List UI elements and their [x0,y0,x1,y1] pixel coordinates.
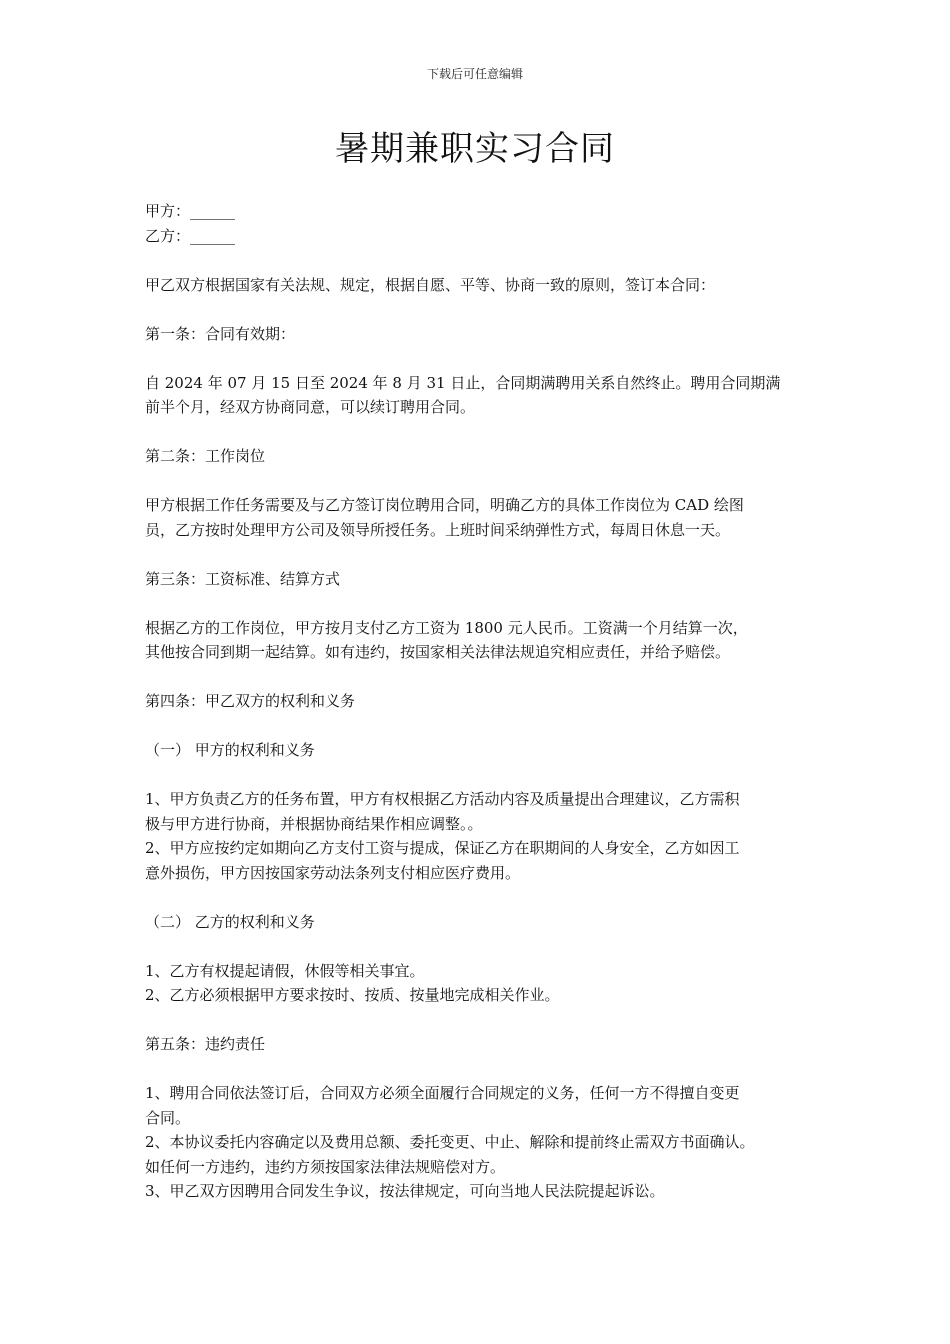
article2-line: 员，乙方按时处理甲方公司及领导所授任务。上班时间采纳弹性方式，每周日休息一天。 [145,520,731,539]
article5-line: 如任何一方违约，违约方须按国家法律法规赔偿对方。 [145,1157,506,1176]
header-note: 下载后可任意编辑 [426,67,523,81]
article3-line: 其他按合同到期一起结算。如有违约，按国家相关法律法规追究相应责任，并给予赔偿。 [145,643,731,661]
document-body [145,199,817,1204]
article4-heading: 第四条：甲乙双方的权利和义务 [145,692,356,710]
article5-line: 合同。 [145,1108,191,1127]
article4-section-a-line: 1、甲方负责乙方的任务布置，甲方有权根据乙方活动内容及质量提出合理建议，乙方需积 [145,790,740,808]
article4-section-a-line: 极与甲方进行协商，并根据协商结果作相应调整。。 [145,814,483,833]
article2-line: 甲方根据工作任务需要及与乙方签订岗位聘用合同，明确乙方的具体工作岗位为 CAD 绘图 [145,496,744,514]
article5-line: 1、聘用合同依法签订后，合同双方必须全面履行合同规定的义务，任何一方不得擅自变更 [145,1084,740,1102]
article4-section-a-line: 意外损伤，甲方因按国家劳动法条列支付相应医疗费用。 [145,863,521,882]
article3-line: 根据乙方的工作岗位，甲方按月支付乙方工资为 1800 元人民币。工资满一个月结算一次， [145,618,748,637]
article2-heading: 第二条：工作岗位 [145,447,266,465]
article1-line: 自 2024 年 07 月 15 日至 2024 年 8 月 31 日止，合同期满聘用关系自然终止。聘用合同期满 [145,373,781,392]
article5-line: 2、本协议委托内容确定以及费用总额、委托变更、中止、解除和提前终止需双方书面确认。 [145,1133,755,1151]
intro-paragraph: 甲乙双方根据国家有关法规、规定，根据自愿、平等、协商一致的原则，签订本合同： [145,275,716,294]
article4-section-b-line: 1、乙方有权提起请假，休假等相关事宜。 [145,961,425,980]
article1-line: 前半个月，经双方协商同意，可以续订聘用合同。 [145,398,476,416]
document-title: 暑期兼职实习合同 [335,129,615,169]
article3-heading: 第三条：工资标准、结算方式 [145,569,341,588]
article4-section-b-line: 2、乙方必须根据甲方要求按时、按质、按量地完成相关作业。 [145,986,560,1004]
article4-section-a-heading: （一） 甲方的权利和义务 [145,741,315,759]
party-b-line: 乙方：______ [145,226,236,245]
party-a-line: 甲方：______ [145,202,236,220]
article4-section-b-heading: （二） 乙方的权利和义务 [145,912,315,931]
article4-section-a-line: 2、甲方应按约定如期向乙方支付工资与提成，保证乙方在职期间的人身安全，乙方如因工 [145,839,740,857]
article1-heading: 第一条：合同有效期： [145,324,296,343]
article5-heading: 第五条：违约责任 [145,1035,266,1053]
article5-line: 3、甲乙双方因聘用合同发生争议，按法律规定，可向当地人民法院提起诉讼。 [145,1182,665,1200]
